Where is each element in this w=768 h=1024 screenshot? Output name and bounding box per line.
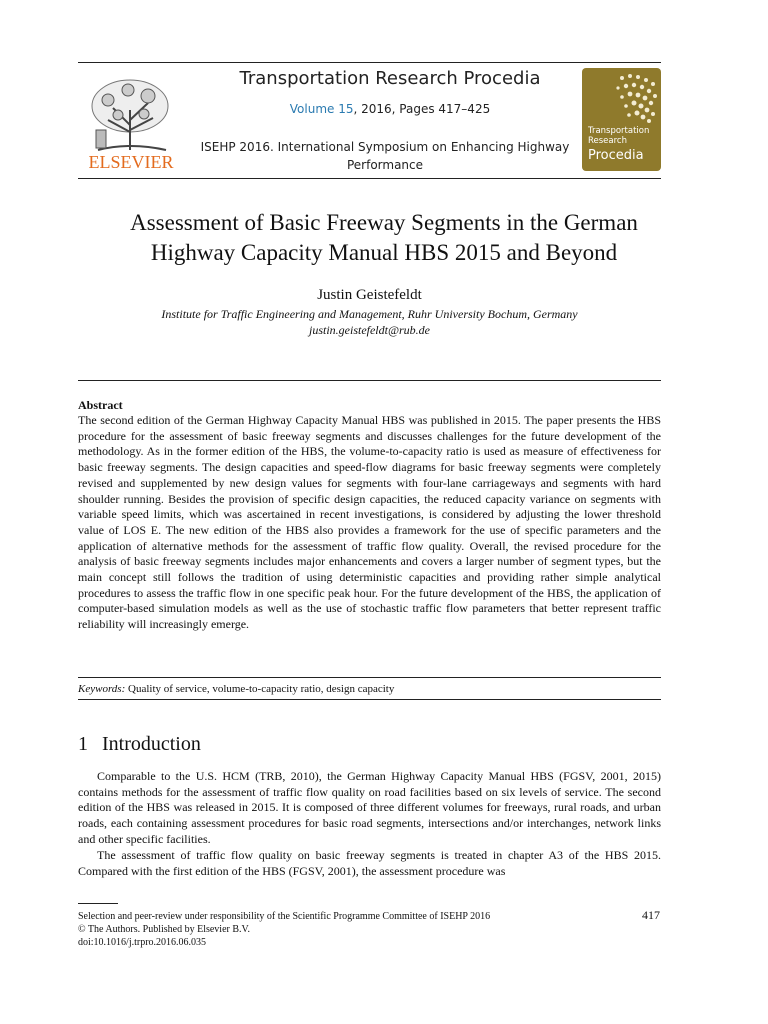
footer-rule [78,903,118,904]
dot-pattern-icon [582,68,661,128]
abstract-bottom-rule [78,699,661,700]
volume-line [200,102,580,116]
section-heading-introduction [78,733,201,756]
symposium-name [190,138,580,174]
footer-doi[interactable]: doi:10.1016/j.trpro.2016.06.035 [78,937,207,948]
cover-label-large: Procedia [588,148,644,163]
journal-title[interactable]: Transportation Research Procedia [239,68,541,89]
abstract-body: The second edition of the German Highway Capacity Manual HBS was published in 2015. The paper presents the HBS procedure for the assessment of basic freeway segments and discusses challenges for the future development of the methodology. As in the former edition of the HBS, the volume-to-capacity ratio is used as measure of effectiveness for basic freeway segments. The design capacities and speed-flow diagrams for basic freeway segments were completely revised and supplemented by new design values for segments with four-lane carriageways and segments with hard shoulder running. Besides the provision of specific design capacities, the reduced capacity variance on segments with variable speed limits, which was ascertained in recent investigations, is considered by adjusting the lower threshold value of LOS E. The new edition of the HBS also provides a framework for the use of specific parameters and the application of alternative methods for the assessment of traffic flow quality. Overall, the revised procedure for the analysis of basic freeway segments includes major enhancements and covers a larger number of segment types, but the main concept still follows the tradition of using deterministic capacities and providing rather simple analytical procedures to assess the traffic flow in one specific peak hour. For the future development of the HBS, the application of computer-based simulation models as well as the use of stochastic traffic flow parameters that better represent traffic reliability will increasingly emerge. [78,413,661,632]
page-number: 417 [642,908,660,922]
cover-label-small [588,126,658,146]
keywords-line [78,683,661,695]
author-name: Justin Geistefeldt [317,287,422,303]
section-title: Introduction [102,733,201,755]
abstract-top-rule [78,380,661,381]
intro-paragraph-1: Comparable to the U.S. HCM (TRB, 2010), the German Highway Capacity Manual HBS (FGSV, 2001, 2015) contains methods for the assessment of traffic flow quality on road facilities based on six levels of service. The second edition of the HBS was released in 2015. It is composed of three different volumes for freeways, rural roads, and urban roads, each containing assessment procedures for basic road segments, intersections and/or interchanges, network links and other specific facilities. [78,769,661,846]
footer-notes [78,910,623,949]
footer-peer-review: Selection and peer-review under responsibility of the Scientific Programme Committee of ISEHP 2016 [78,911,491,922]
footer-copyright: © The Authors. Published by Elsevier B.V. [78,924,250,935]
keywords-top-rule [78,677,661,678]
volume-pages: , 2016, Pages 417–425 [353,102,491,116]
paper-title-line-2: Highway Capacity Manual HBS 2015 and Beyond [150,240,618,265]
top-rule [78,62,661,63]
volume-link[interactable]: Volume 15 [289,102,354,116]
abstract-heading: Abstract [78,398,123,412]
symposium-line-1: ISEHP 2016. International Symposium on Enhancing Highway [200,140,570,154]
cover-line-2: Research [588,136,627,146]
journal-cover-badge[interactable] [582,68,661,171]
header-bottom-rule [78,178,661,179]
cover-line-1: Transportation [588,126,650,136]
author-email[interactable]: justin.geistefeldt@rub.de [308,323,431,337]
paper-title-line-1: Assessment of Basic Freeway Segments in the German [130,210,638,235]
paper-title [60,208,708,268]
elsevier-wordmark: ELSEVIER [88,152,174,172]
section-number: 1 [78,733,88,755]
keywords-list: Quality of service, volume-to-capacity ratio, design capacity [125,683,395,695]
keywords-label: Keywords: [78,683,126,695]
symposium-line-2: Performance [346,158,424,172]
intro-paragraph-2: The assessment of traffic flow quality on basic freeway segments is treated in chapter A3 of the HBS 2015. Compared with the first edition of the HBS (FGSV, 2001), the assessment procedure was [78,848,661,878]
author-affiliation: Institute for Traffic Engineering and Management, Ruhr University Bochum, Germany [161,307,578,321]
